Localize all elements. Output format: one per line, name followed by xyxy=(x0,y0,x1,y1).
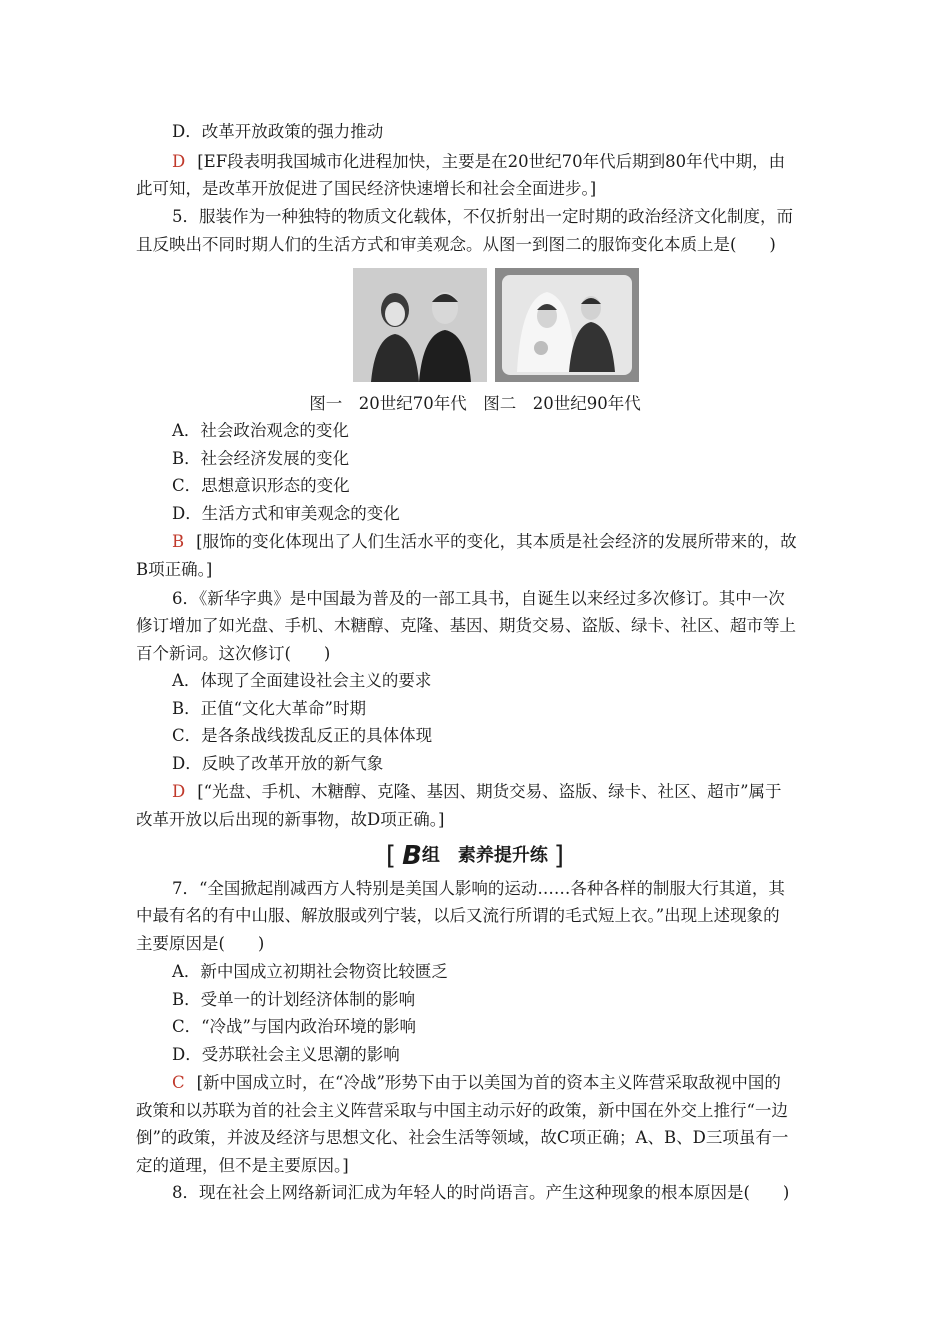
line-text: B．受单一的计划经济体制的影响 xyxy=(172,990,416,1009)
text-line xyxy=(136,1124,816,1152)
line-text: C．思想意识形态的变化 xyxy=(172,476,350,495)
text-line xyxy=(136,1152,816,1180)
text-line xyxy=(172,986,816,1014)
line-text: [“光盘、手机、木糖醇、克隆、基因、期货交易、盗版、绿卡、社区、超市”属于 xyxy=(197,782,782,801)
text-line xyxy=(172,750,816,778)
text-line xyxy=(136,231,816,259)
text-line xyxy=(136,1097,816,1125)
text-line xyxy=(172,500,816,528)
line-text: 政策和以苏联为首的社会主义阵营采取与中国主动示好的政策，新中国在外交上推行“一边 xyxy=(136,1101,788,1120)
wedding-1990s-image xyxy=(495,268,639,382)
line-text: D．改革开放政策的强力推动 xyxy=(172,122,384,141)
line-text: C．是各条战线拨乱反正的具体体现 xyxy=(172,726,433,745)
text-line xyxy=(172,1013,816,1041)
text-line xyxy=(172,472,816,500)
text-line xyxy=(136,556,816,584)
answer-key: D xyxy=(172,782,186,801)
text-line xyxy=(172,417,816,445)
text-line xyxy=(136,806,816,834)
text-line xyxy=(172,958,816,986)
line-text: 6．《新华字典》是中国最为普及的一部工具书，自诞生以来经过多次修订。其中一次 xyxy=(172,589,785,608)
section-left-bracket: [ xyxy=(385,841,397,871)
text-line xyxy=(172,1041,816,1069)
line-text: D．受苏联社会主义思潮的影响 xyxy=(172,1045,400,1064)
line-text: B项正确。] xyxy=(136,560,213,579)
section-header-b xyxy=(0,842,950,870)
line-text: [新中国成立时，在“冷战”形势下由于以美国为首的资本主义阵营采取敌视中国的 xyxy=(196,1073,781,1092)
text-line xyxy=(136,902,816,930)
line-text: 百个新词。这次修订( ) xyxy=(136,644,331,663)
line-text: [服饰的变化体现出了人们生活水平的变化，其本质是社会经济的发展所带来的，故 xyxy=(196,532,797,551)
line-text: 改革开放以后出现的新事物，故D项正确。] xyxy=(136,810,445,829)
figure-caption: 图一 20世纪70年代 图二 20世纪90年代 xyxy=(309,394,641,413)
section-title: 组 素养提升练 xyxy=(421,845,548,866)
text-line xyxy=(172,667,816,695)
text-line xyxy=(172,528,816,556)
line-text: D．反映了改革开放的新气象 xyxy=(172,754,384,773)
line-text: D．生活方式和审美观念的变化 xyxy=(172,504,400,523)
text-line xyxy=(136,640,816,668)
line-text: A．社会政治观念的变化 xyxy=(172,421,349,440)
text-line xyxy=(172,148,816,176)
text-line xyxy=(172,1069,816,1097)
text-line xyxy=(172,445,816,473)
section-right-bracket: ] xyxy=(553,841,565,871)
section-letter: B xyxy=(402,841,422,871)
line-text: C．“冷战”与国内政治环境的影响 xyxy=(172,1017,416,1036)
text-line xyxy=(172,585,816,613)
text-line xyxy=(172,203,816,231)
text-line xyxy=(172,118,816,146)
text-line xyxy=(172,722,816,750)
text-line xyxy=(136,175,816,203)
figure-photos xyxy=(353,268,639,384)
line-text: A．体现了全面建设社会主义的要求 xyxy=(172,671,432,690)
answer-key: D xyxy=(172,152,186,171)
line-text: 中最有名的有中山服、解放服或列宁装，以后又流行所谓的毛式短上衣。”出现上述现象的 xyxy=(136,906,780,925)
line-text: 5．服装作为一种独特的物质文化载体，不仅折射出一定时期的政治经济文化制度，而 xyxy=(172,207,793,226)
photo-1970s-couple xyxy=(353,268,487,382)
text-line xyxy=(136,930,816,958)
text-line xyxy=(172,1179,816,1207)
line-text: A．新中国成立初期社会物资比较匮乏 xyxy=(172,962,448,981)
line-text: 且反映出不同时期人们的生活方式和审美观念。从图一到图二的服饰变化本质上是( ) xyxy=(136,235,776,254)
text-line xyxy=(172,875,816,903)
line-text: B．正值“文化大革命”时期 xyxy=(172,699,366,718)
answer-key: B xyxy=(172,532,185,551)
text-line xyxy=(172,695,816,723)
photo-1990s-wedding xyxy=(495,268,639,382)
line-text: B．社会经济发展的变化 xyxy=(172,449,350,468)
answer-key: C xyxy=(172,1073,185,1092)
line-text: 主要原因是( ) xyxy=(136,934,265,953)
line-text: 定的道理，但不是主要原因。] xyxy=(136,1156,349,1175)
line-text: 倒”的政策，并波及经济与思想文化、社会生活等领域，故C项正确；A、B、D三项虽有一 xyxy=(136,1128,789,1147)
line-text: [EF段表明我国城市化进程加快，主要是在20世纪70年代后期到80年代中期，由 xyxy=(197,152,786,171)
line-text: 8．现在社会上网络新词汇成为年轻人的时尚语言。产生这种现象的根本原因是( ) xyxy=(172,1183,790,1202)
portrait-1970s-image xyxy=(353,268,487,382)
text-line xyxy=(172,778,816,806)
line-text: 此可知，是改革开放促进了国民经济快速增长和社会全面进步。] xyxy=(136,179,597,198)
line-text: 修订增加了如光盘、手机、木糖醇、克隆、基因、期货交易、盗版、绿卡、社区、超市等上 xyxy=(136,616,796,635)
text-line xyxy=(136,612,816,640)
line-text: 7．“全国掀起削减西方人特别是美国人影响的运动……各种各样的制服大行其道，其 xyxy=(172,879,785,898)
